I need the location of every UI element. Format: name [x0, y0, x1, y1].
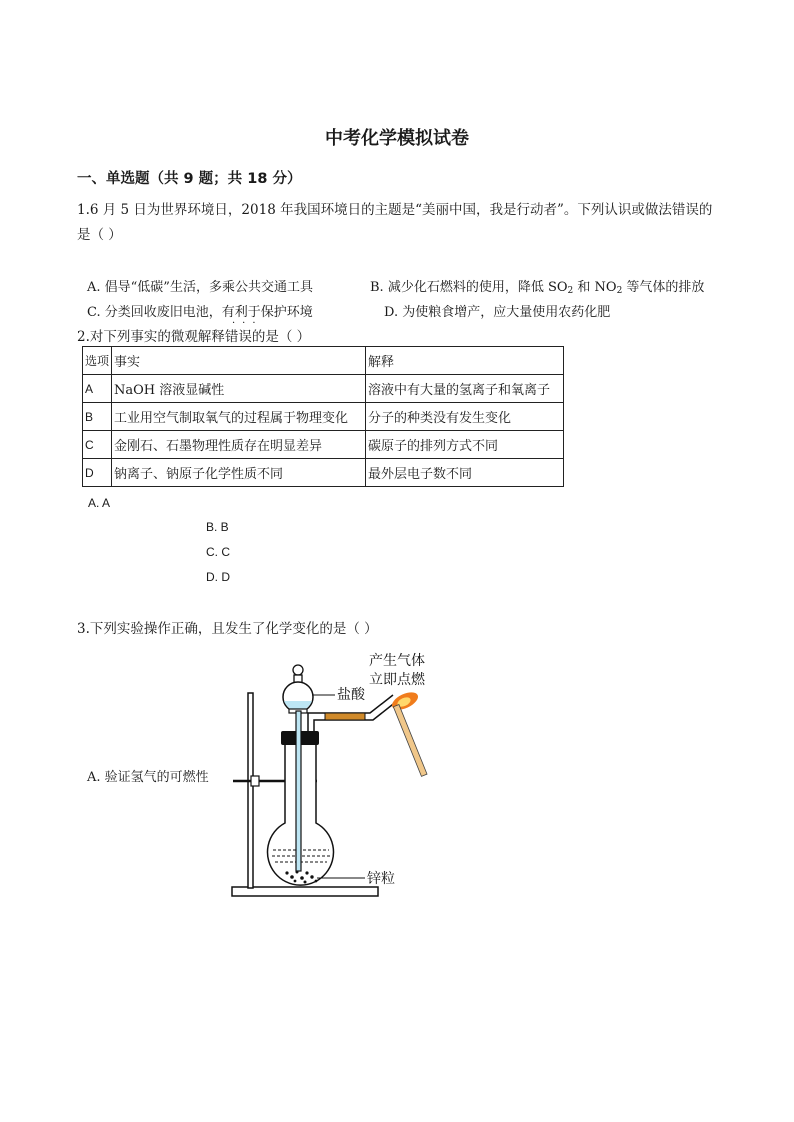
table-cell: 溶液中有大量的氢离子和氧离子 [366, 375, 564, 403]
table-cell: 分子的种类没有发生变化 [366, 403, 564, 431]
burning-match [393, 705, 427, 777]
table-cell: NaOH 溶液显碱性 [112, 375, 366, 403]
table-cell: 碳原子的排列方式不同 [366, 431, 564, 459]
question-2-option-d: D. D [206, 570, 230, 584]
emphasis-dots: ··· [232, 318, 263, 329]
question-1-line-1: 1.6 月 5 日为世界环境日，2018 年我国环境日的主题是“美丽中国，我是行动者”。下列认识或做法错误的 [77, 202, 713, 218]
question-3-stem: 3.下列实验操作正确，且发生了化学变化的是（ ） [77, 621, 378, 637]
question-1-option-d: D. 为使粮食增产，应大量使用农药化肥 [384, 305, 611, 320]
label-zinc-granules: 锌粒 [367, 871, 395, 887]
question-1-option-b: B. 减少化石燃料的使用，降低 $SO_2$ 和 $NO_2$ 等气体的排放 [370, 280, 705, 296]
table-cell: 最外层电子数不同 [366, 459, 564, 487]
table-cell: 金刚石、石墨物理性质存在明显差异 [112, 431, 366, 459]
table-cell: 钠离子、钠原子化学性质不同 [112, 459, 366, 487]
label-hydrochloric-acid: 盐酸 [337, 687, 365, 703]
table-row [83, 403, 564, 431]
header-fact: 事实 [112, 347, 366, 375]
question-1-option-c: C. 分类回收废旧电池，有利于保护环境 [87, 305, 313, 320]
table-cell: B [83, 403, 112, 431]
label-gas-produced: 产生气体 [369, 653, 425, 669]
page-title: 中考化学模拟试卷 [325, 128, 469, 149]
question-2-option-b: B. B [206, 520, 229, 534]
table-cell: C [83, 431, 112, 459]
question-3-option-a: A. 验证氢气的可燃性 [87, 770, 209, 785]
table-cell: A [83, 375, 112, 403]
section-heading: 一、单选题（共 9 题；共 18 分） [77, 171, 302, 187]
facts-table [82, 346, 564, 487]
table-row [83, 431, 564, 459]
header-option: 选项 [83, 347, 112, 375]
question-2-option-a: A. A [88, 496, 111, 510]
hydrogen-combustion-apparatus [225, 645, 465, 905]
question-2-stem: 2.对下列事实的微观解释错误的是（ ） [77, 329, 311, 345]
table-cell: 工业用空气制取氧气的过程属于物理变化 [112, 403, 366, 431]
question-2-option-c: C. C [206, 545, 230, 559]
table-cell: D [83, 459, 112, 487]
table-row [83, 459, 564, 487]
question-1-option-a: A. 倡导“低碳”生活，多乘公共交通工具 [87, 280, 313, 295]
question-1-line-2: 是（ ） [77, 227, 122, 243]
label-ignite-immediately: 立即点燃 [369, 672, 425, 688]
header-explanation: 解释 [366, 347, 564, 375]
table-row [83, 375, 564, 403]
table-header-row [83, 347, 564, 375]
